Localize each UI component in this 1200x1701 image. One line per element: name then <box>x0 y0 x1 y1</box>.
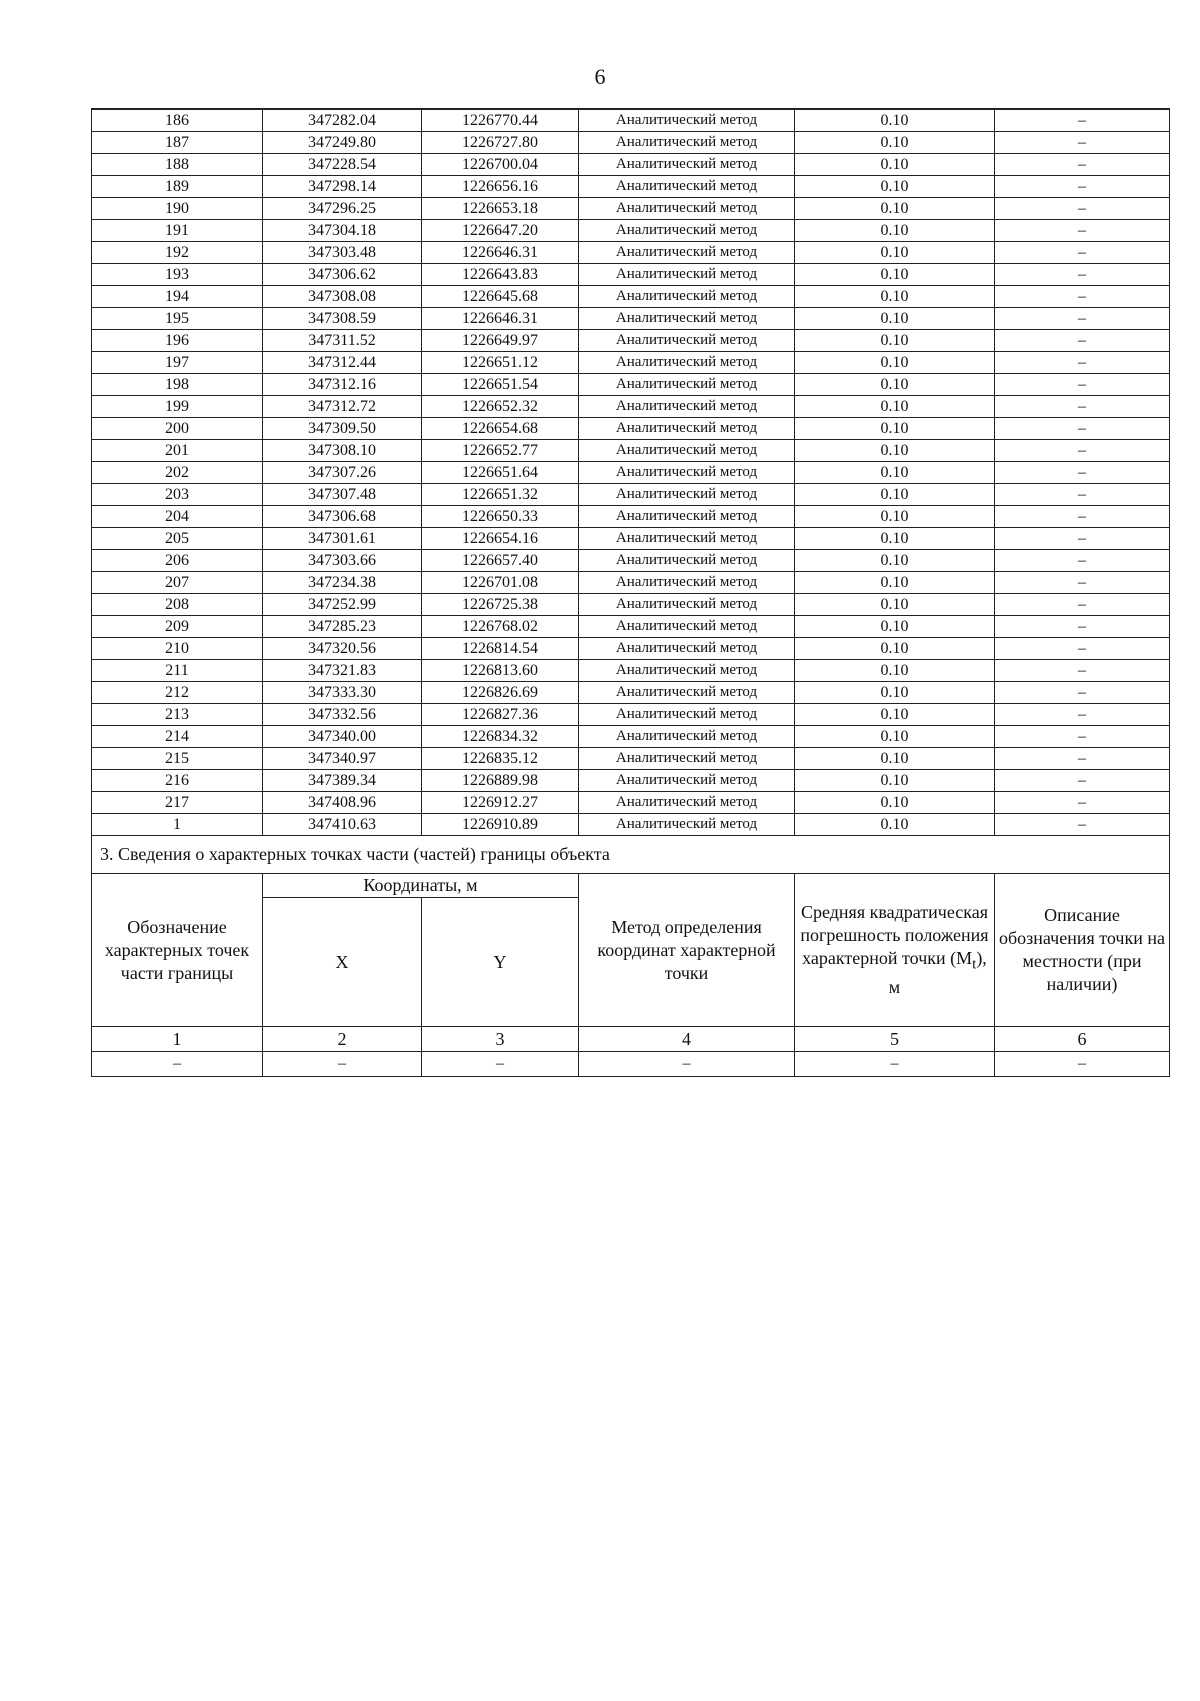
point-number-cell: 189 <box>92 176 263 198</box>
empty-cell: – <box>422 1052 579 1077</box>
coordinate-y-cell: 1226827.36 <box>422 704 579 726</box>
coordinate-x-cell: 347304.18 <box>263 220 422 242</box>
table-row <box>92 352 1170 374</box>
point-number-cell: 204 <box>92 506 263 528</box>
table-row <box>92 396 1170 418</box>
error-value-cell: 0.10 <box>795 550 995 572</box>
coordinate-x-cell: 347282.04 <box>263 109 422 132</box>
description-cell: – <box>995 594 1170 616</box>
method-cell: Аналитический метод <box>579 220 795 242</box>
coordinate-y-cell: 1226643.83 <box>422 264 579 286</box>
coordinate-x-cell: 347389.34 <box>263 770 422 792</box>
header-error-sub: t <box>972 956 977 973</box>
point-number-cell: 191 <box>92 220 263 242</box>
error-value-cell: 0.10 <box>795 572 995 594</box>
coordinate-x-cell: 347228.54 <box>263 154 422 176</box>
method-cell: Аналитический метод <box>579 528 795 550</box>
coordinate-y-cell: 1226651.64 <box>422 462 579 484</box>
description-cell: – <box>995 374 1170 396</box>
coordinate-x-cell: 347306.62 <box>263 264 422 286</box>
table-row <box>92 484 1170 506</box>
coordinate-y-cell: 1226645.68 <box>422 286 579 308</box>
coordinate-x-cell: 347301.61 <box>263 528 422 550</box>
header-method: Метод определения координат характерной точки <box>579 874 795 1027</box>
error-value-cell: 0.10 <box>795 374 995 396</box>
header-designation: Обозначение характерных точек части границы <box>92 874 263 1027</box>
method-cell: Аналитический метод <box>579 418 795 440</box>
coordinate-y-cell: 1226701.08 <box>422 572 579 594</box>
point-number-cell: 199 <box>92 396 263 418</box>
point-number-cell: 213 <box>92 704 263 726</box>
table-row <box>92 374 1170 396</box>
coordinate-x-cell: 347312.44 <box>263 352 422 374</box>
error-value-cell: 0.10 <box>795 198 995 220</box>
method-cell: Аналитический метод <box>579 308 795 330</box>
method-cell: Аналитический метод <box>579 726 795 748</box>
description-cell: – <box>995 638 1170 660</box>
error-value-cell: 0.10 <box>795 242 995 264</box>
section-3-title: 3. Сведения о характерных точках части (частей) границы объекта <box>92 836 1170 874</box>
coordinate-x-cell: 347307.26 <box>263 462 422 484</box>
point-number-cell: 215 <box>92 748 263 770</box>
point-number-cell: 190 <box>92 198 263 220</box>
method-cell: Аналитический метод <box>579 462 795 484</box>
coordinate-y-cell: 1226647.20 <box>422 220 579 242</box>
table-row <box>92 528 1170 550</box>
coordinate-x-cell: 347340.97 <box>263 748 422 770</box>
error-value-cell: 0.10 <box>795 396 995 418</box>
coordinate-y-cell: 1226727.80 <box>422 132 579 154</box>
coordinate-y-cell: 1226826.69 <box>422 682 579 704</box>
error-value-cell: 0.10 <box>795 132 995 154</box>
empty-cell: – <box>579 1052 795 1077</box>
description-cell: – <box>995 462 1170 484</box>
point-number-cell: 210 <box>92 638 263 660</box>
coordinate-x-cell: 347306.68 <box>263 506 422 528</box>
point-number-cell: 195 <box>92 308 263 330</box>
point-number-cell: 188 <box>92 154 263 176</box>
coordinate-x-cell: 347333.30 <box>263 682 422 704</box>
point-number-cell: 193 <box>92 264 263 286</box>
table-row <box>92 154 1170 176</box>
method-cell: Аналитический метод <box>579 792 795 814</box>
column-number: 5 <box>795 1027 995 1052</box>
point-number-cell: 1 <box>92 814 263 836</box>
method-cell: Аналитический метод <box>579 748 795 770</box>
error-value-cell: 0.10 <box>795 792 995 814</box>
method-cell: Аналитический метод <box>579 264 795 286</box>
description-cell: – <box>995 748 1170 770</box>
coordinate-x-cell: 347410.63 <box>263 814 422 836</box>
method-cell: Аналитический метод <box>579 198 795 220</box>
point-number-cell: 206 <box>92 550 263 572</box>
coordinate-y-cell: 1226910.89 <box>422 814 579 836</box>
table-row <box>92 638 1170 660</box>
error-value-cell: 0.10 <box>795 770 995 792</box>
section-3-header-row <box>92 874 1170 898</box>
coordinate-x-cell: 347252.99 <box>263 594 422 616</box>
error-value-cell: 0.10 <box>795 352 995 374</box>
coordinate-y-cell: 1226725.38 <box>422 594 579 616</box>
table-row <box>92 264 1170 286</box>
empty-cell: – <box>795 1052 995 1077</box>
coordinate-y-cell: 1226657.40 <box>422 550 579 572</box>
method-cell: Аналитический метод <box>579 374 795 396</box>
description-cell: – <box>995 176 1170 198</box>
description-cell: – <box>995 484 1170 506</box>
error-value-cell: 0.10 <box>795 418 995 440</box>
point-number-cell: 203 <box>92 484 263 506</box>
coordinate-x-cell: 347340.00 <box>263 726 422 748</box>
table-row <box>92 330 1170 352</box>
table-row <box>92 418 1170 440</box>
table-row <box>92 176 1170 198</box>
column-numbers-row <box>92 1027 1170 1052</box>
coordinate-y-cell: 1226770.44 <box>422 109 579 132</box>
description-cell: – <box>995 792 1170 814</box>
coordinate-x-cell: 347320.56 <box>263 638 422 660</box>
method-cell: Аналитический метод <box>579 638 795 660</box>
table-row <box>92 594 1170 616</box>
description-cell: – <box>995 396 1170 418</box>
empty-cell: – <box>263 1052 422 1077</box>
description-cell: – <box>995 418 1170 440</box>
empty-cell: – <box>92 1052 263 1077</box>
method-cell: Аналитический метод <box>579 594 795 616</box>
point-number-cell: 207 <box>92 572 263 594</box>
point-number-cell: 192 <box>92 242 263 264</box>
coordinate-x-cell: 347332.56 <box>263 704 422 726</box>
description-cell: – <box>995 308 1170 330</box>
point-number-cell: 201 <box>92 440 263 462</box>
header-y: Y <box>422 898 579 1027</box>
coordinate-x-cell: 347408.96 <box>263 792 422 814</box>
coordinate-y-cell: 1226656.16 <box>422 176 579 198</box>
header-error-tail: ), м <box>888 947 987 998</box>
method-cell: Аналитический метод <box>579 550 795 572</box>
description-cell: – <box>995 814 1170 836</box>
error-value-cell: 0.10 <box>795 308 995 330</box>
description-cell: – <box>995 506 1170 528</box>
coordinate-y-cell: 1226889.98 <box>422 770 579 792</box>
coordinate-x-cell: 347249.80 <box>263 132 422 154</box>
coordinate-x-cell: 347296.25 <box>263 198 422 220</box>
coordinate-y-cell: 1226813.60 <box>422 660 579 682</box>
header-x: X <box>263 898 422 1027</box>
empty-cell: – <box>995 1052 1170 1077</box>
table-row <box>92 198 1170 220</box>
method-cell: Аналитический метод <box>579 660 795 682</box>
table-row <box>92 132 1170 154</box>
error-value-cell: 0.10 <box>795 176 995 198</box>
header-coordinates: Координаты, м <box>263 874 579 898</box>
table-row <box>92 220 1170 242</box>
error-value-cell: 0.10 <box>795 594 995 616</box>
coordinate-x-cell: 347298.14 <box>263 176 422 198</box>
description-cell: – <box>995 286 1170 308</box>
column-number: 6 <box>995 1027 1170 1052</box>
table-row <box>92 506 1170 528</box>
error-value-cell: 0.10 <box>795 440 995 462</box>
description-cell: – <box>995 770 1170 792</box>
description-cell: – <box>995 528 1170 550</box>
coordinate-x-cell: 347303.48 <box>263 242 422 264</box>
coordinate-y-cell: 1226912.27 <box>422 792 579 814</box>
method-cell: Аналитический метод <box>579 506 795 528</box>
method-cell: Аналитический метод <box>579 396 795 418</box>
error-value-cell: 0.10 <box>795 154 995 176</box>
coordinate-y-cell: 1226650.33 <box>422 506 579 528</box>
boundary-points-table <box>91 108 1169 1077</box>
method-cell: Аналитический метод <box>579 109 795 132</box>
table-row <box>92 770 1170 792</box>
coordinate-x-cell: 347307.48 <box>263 484 422 506</box>
description-cell: – <box>995 726 1170 748</box>
point-number-cell: 217 <box>92 792 263 814</box>
column-number: 1 <box>92 1027 263 1052</box>
point-number-cell: 198 <box>92 374 263 396</box>
table-row <box>92 440 1170 462</box>
method-cell: Аналитический метод <box>579 704 795 726</box>
table-row <box>92 109 1170 132</box>
table-row <box>92 814 1170 836</box>
error-value-cell: 0.10 <box>795 484 995 506</box>
coordinate-y-cell: 1226654.68 <box>422 418 579 440</box>
error-value-cell: 0.10 <box>795 704 995 726</box>
error-value-cell: 0.10 <box>795 814 995 836</box>
method-cell: Аналитический метод <box>579 770 795 792</box>
point-number-cell: 212 <box>92 682 263 704</box>
point-number-cell: 196 <box>92 330 263 352</box>
page-number: 6 <box>594 64 606 89</box>
point-number-cell: 187 <box>92 132 263 154</box>
description-cell: – <box>995 682 1170 704</box>
description-cell: – <box>995 264 1170 286</box>
coordinate-y-cell: 1226646.31 <box>422 308 579 330</box>
error-value-cell: 0.10 <box>795 528 995 550</box>
error-value-cell: 0.10 <box>795 726 995 748</box>
error-value-cell: 0.10 <box>795 616 995 638</box>
section-3-row <box>92 836 1170 874</box>
error-value-cell: 0.10 <box>795 682 995 704</box>
point-number-cell: 205 <box>92 528 263 550</box>
table-row <box>92 792 1170 814</box>
method-cell: Аналитический метод <box>579 242 795 264</box>
error-value-cell: 0.10 <box>795 220 995 242</box>
point-number-cell: 208 <box>92 594 263 616</box>
method-cell: Аналитический метод <box>579 616 795 638</box>
point-number-cell: 200 <box>92 418 263 440</box>
header-error-main: Средняя квадратическая погрешность положения характерной точки (M <box>800 901 989 968</box>
column-number: 4 <box>579 1027 795 1052</box>
description-cell: – <box>995 109 1170 132</box>
header-error <box>795 874 995 1027</box>
description-cell: – <box>995 572 1170 594</box>
error-value-cell: 0.10 <box>795 506 995 528</box>
description-cell: – <box>995 198 1170 220</box>
points-body <box>92 109 1170 836</box>
coordinate-y-cell: 1226652.32 <box>422 396 579 418</box>
table-row <box>92 462 1170 484</box>
table-row <box>92 572 1170 594</box>
method-cell: Аналитический метод <box>579 286 795 308</box>
coordinate-y-cell: 1226814.54 <box>422 638 579 660</box>
method-cell: Аналитический метод <box>579 484 795 506</box>
coordinate-y-cell: 1226651.12 <box>422 352 579 374</box>
coordinate-y-cell: 1226651.54 <box>422 374 579 396</box>
error-value-cell: 0.10 <box>795 264 995 286</box>
method-cell: Аналитический метод <box>579 154 795 176</box>
point-number-cell: 197 <box>92 352 263 374</box>
method-cell: Аналитический метод <box>579 176 795 198</box>
coordinate-y-cell: 1226768.02 <box>422 616 579 638</box>
method-cell: Аналитический метод <box>579 682 795 704</box>
point-number-cell: 214 <box>92 726 263 748</box>
error-value-cell: 0.10 <box>795 109 995 132</box>
error-value-cell: 0.10 <box>795 638 995 660</box>
point-number-cell: 211 <box>92 660 263 682</box>
description-cell: – <box>995 330 1170 352</box>
description-cell: – <box>995 616 1170 638</box>
coordinate-x-cell: 347234.38 <box>263 572 422 594</box>
table-row <box>92 242 1170 264</box>
coordinate-x-cell: 347321.83 <box>263 660 422 682</box>
method-cell: Аналитический метод <box>579 572 795 594</box>
table-row <box>92 616 1170 638</box>
error-value-cell: 0.10 <box>795 660 995 682</box>
table-row <box>92 286 1170 308</box>
method-cell: Аналитический метод <box>579 814 795 836</box>
point-number-cell: 209 <box>92 616 263 638</box>
method-cell: Аналитический метод <box>579 330 795 352</box>
coordinate-x-cell: 347312.16 <box>263 374 422 396</box>
table-row <box>92 660 1170 682</box>
point-number-cell: 216 <box>92 770 263 792</box>
table-row <box>92 726 1170 748</box>
coordinate-x-cell: 347311.52 <box>263 330 422 352</box>
error-value-cell: 0.10 <box>795 748 995 770</box>
coordinate-y-cell: 1226649.97 <box>422 330 579 352</box>
table-row <box>92 308 1170 330</box>
table-row <box>92 682 1170 704</box>
header-description: Описание обозначения точки на местности (при наличии) <box>995 874 1170 1027</box>
table-row <box>92 704 1170 726</box>
coordinate-x-cell: 347309.50 <box>263 418 422 440</box>
empty-data-row <box>92 1052 1170 1077</box>
description-cell: – <box>995 440 1170 462</box>
error-value-cell: 0.10 <box>795 330 995 352</box>
description-cell: – <box>995 550 1170 572</box>
coordinate-y-cell: 1226653.18 <box>422 198 579 220</box>
point-number-cell: 194 <box>92 286 263 308</box>
description-cell: – <box>995 352 1170 374</box>
column-number: 3 <box>422 1027 579 1052</box>
method-cell: Аналитический метод <box>579 440 795 462</box>
coordinate-y-cell: 1226654.16 <box>422 528 579 550</box>
coordinate-y-cell: 1226652.77 <box>422 440 579 462</box>
column-number: 2 <box>263 1027 422 1052</box>
coordinate-x-cell: 347285.23 <box>263 616 422 638</box>
description-cell: – <box>995 660 1170 682</box>
description-cell: – <box>995 704 1170 726</box>
coordinate-y-cell: 1226834.32 <box>422 726 579 748</box>
coordinate-y-cell: 1226700.04 <box>422 154 579 176</box>
method-cell: Аналитический метод <box>579 352 795 374</box>
description-cell: – <box>995 220 1170 242</box>
description-cell: – <box>995 132 1170 154</box>
coordinate-x-cell: 347308.10 <box>263 440 422 462</box>
coordinate-x-cell: 347308.08 <box>263 286 422 308</box>
error-value-cell: 0.10 <box>795 462 995 484</box>
method-cell: Аналитический метод <box>579 132 795 154</box>
point-number-cell: 202 <box>92 462 263 484</box>
error-value-cell: 0.10 <box>795 286 995 308</box>
table-row <box>92 748 1170 770</box>
point-number-cell: 186 <box>92 109 263 132</box>
coordinate-y-cell: 1226646.31 <box>422 242 579 264</box>
table-row <box>92 550 1170 572</box>
coordinate-x-cell: 347303.66 <box>263 550 422 572</box>
coordinate-x-cell: 347312.72 <box>263 396 422 418</box>
description-cell: – <box>995 154 1170 176</box>
coordinate-y-cell: 1226651.32 <box>422 484 579 506</box>
coordinate-x-cell: 347308.59 <box>263 308 422 330</box>
coordinate-y-cell: 1226835.12 <box>422 748 579 770</box>
description-cell: – <box>995 242 1170 264</box>
